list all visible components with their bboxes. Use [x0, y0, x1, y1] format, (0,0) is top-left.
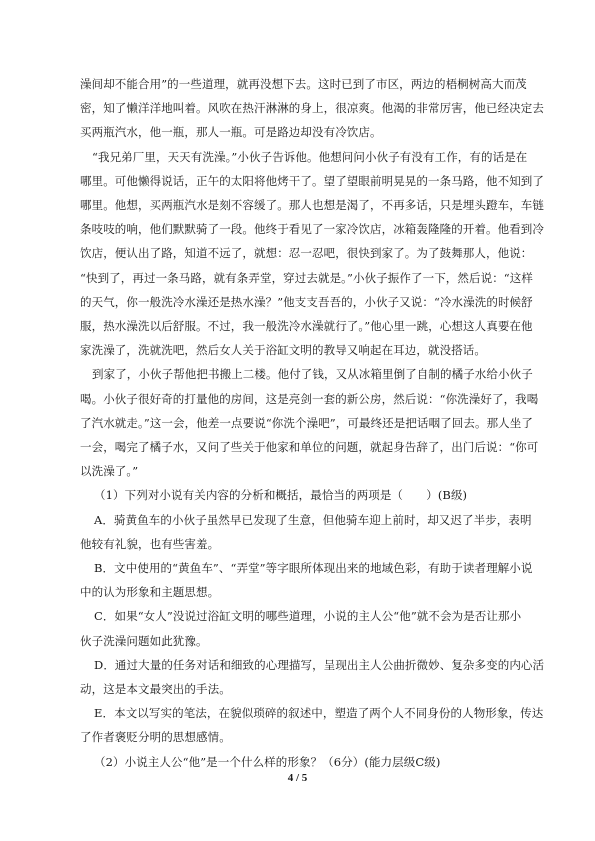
paragraph-start-line: “我兄弟厂里，天天有洗澡。”小伙子告诉他。他想问问小伙子有没有工作，有的话是在	[92, 149, 528, 164]
text-line: 哪里。他想，买两瓶汽水是刻不容缓了。那人也想是渴了，不再多话，只是埋头蹬车，车链	[80, 198, 544, 213]
option-e-line: E．本文以写实的笔法，在貌似琐碎的叙述中，塑造了两个人不同身份的人物形象，传达	[94, 706, 544, 721]
option-e-line: 了作者褒贬分明的思想感情。	[80, 730, 231, 745]
option-d-line: 动，这是本文最突出的手法。	[80, 682, 231, 697]
question-2-prompt: （2）小说主人公“他”是一个什么样的形象？（6分）(能力层级C级)	[94, 754, 441, 769]
option-a-line: 他较有礼貌，也有些害羞。	[80, 536, 220, 551]
text-line: 条吱吱的响，他们默默骑了一段。他终于看见了一家冷饮店，冰箱轰隆隆的开着。他看到冷	[80, 222, 544, 237]
text-line: 澡间却不能合用”的一些道理，就再没想下去。这时已到了市区，两边的梧桐树高大而茂	[80, 77, 527, 91]
option-a-line: A．骑黄鱼车的小伙子虽然早已发现了生意，但他骑车迎上前时，却又迟了半步，表明	[94, 512, 532, 527]
text-line: 家洗澡了，洗就洗吧，然后女人关于浴缸文明的教导又响起在耳边，就没搭话。	[80, 343, 486, 358]
text-line: 买两瓶汽水，他一瓶，那人一瓶。可是路边却没有冷饮店。	[80, 125, 382, 140]
text-line: “快到了，再过一条马路，就有条弄堂，穿过去就是。”小伙子振作了一下，然后说：“这样	[80, 270, 533, 285]
text-line: 以洗澡了。”	[80, 464, 139, 479]
text-line: 饮店，便认出了路，知道不远了，就想：忍一忍吧，很快到家了。为了鼓舞那人，他说：	[80, 246, 533, 261]
text-line: 哪里。可他懒得说话，正午的太阳将他烤干了。望了望眼前明晃晃的一条马路，他不知到了	[80, 173, 544, 188]
option-b-line: B．文中使用的“黄鱼车”、“弄堂”等字眼所体现出来的地域色彩，有助于读者理解小说	[94, 561, 533, 576]
text-line: 密，知了懒洋洋地叫着。风吹在热汗淋淋的身上，很凉爽。他渴的非常厉害，他已经决定去	[80, 101, 544, 116]
option-d-line: D．通过大量的任务对话和细致的心理描写，呈现出主人公曲折微妙、复杂多变的内心活	[94, 657, 545, 672]
paragraph-start-line: 到家了，小伙子帮他把书搬上二楼。他付了钱，又从冰箱里倒了自制的橘子水给小伙子	[92, 367, 533, 382]
text-line: 服，热水澡洗以后舒服。不过，我一般洗冷水澡就行了。”他心里一跳，心想这人真要在他	[80, 319, 533, 334]
text-line: 一会，喝完了橘子水，又问了些关于他家和单位的问题，就起身告辞了，出门后说：“你可	[80, 440, 539, 455]
question-1-prompt: （1）下列对小说有关内容的分析和概括，最恰当的两项是（ ）(B级)	[94, 488, 468, 503]
document-body	[80, 72, 545, 774]
option-b-line: 中的认为形象和主题思想。	[80, 585, 220, 600]
text-line: 了汽水就走。”这一会，他差一点要说“你洗个澡吧”，可最终还是把话咽了回去。那人坐了	[80, 415, 533, 430]
option-c-line: C．如果“女人”没说过浴缸文明的哪些道理，小说的主人公“他”就不会为是否让那小	[94, 609, 522, 624]
option-c-line: 伙子洗澡问题如此犹豫。	[80, 633, 208, 648]
text-line: 喝。小伙子很好奇的打量他的房间，这是亮剑一套的新公房，然后说：“你洗澡好了，我喝	[80, 391, 539, 406]
text-line: 的天气，你一般洗冷水澡还是热水澡？”他支支吾吾的，小伙子又说：“冷水澡洗的时候舒	[80, 294, 533, 309]
page-number: 4 / 5	[287, 772, 308, 784]
